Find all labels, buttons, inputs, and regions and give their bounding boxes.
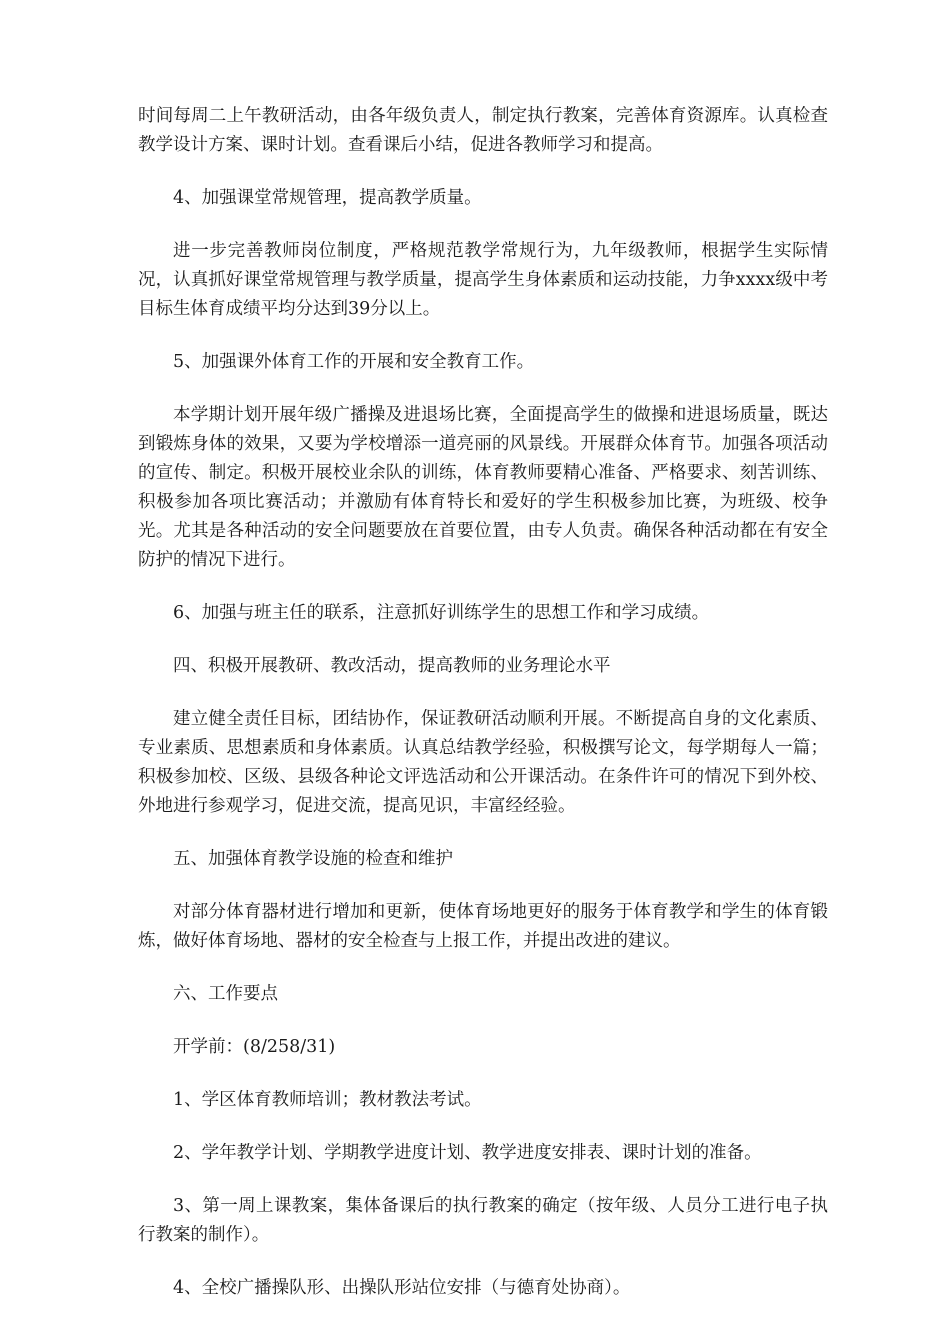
paragraph-extracurricular-safety: 本学期计划开展年级广播操及进退场比赛，全面提高学生的做操和进退场质量，既达到锻炼身体的效果，又要为学校增添一道亮丽的风景线。开展群众体育节。加强各项活动的宣传、制定。积极开展校业余队的训练，体育教师要精心准备、严格要求、刻苦训练、积极参加各项比赛活动；并激励有体育特长和爱好的学生积极参加比赛，为班级、校争光。尤其是各种活动的安全问题要放在首要位置，由专人负责。确保各种活动都在有安全防护的情况下进行。 — [138, 405, 828, 570]
paragraph-research-reform: 建立健全责任目标，团结协作，保证教研活动顺利开展。不断提高自身的文化素质、专业素质、思想素质和身体素质。认真总结教学经验，积极撰写论文，每学期每人一篇；积极参加校、区级、县级各种论文评选活动和公开课活动。在条件许可的情况下到外校、外地进行参观学习，促进交流，提高见识，丰富经经验。 — [138, 709, 828, 816]
list-item-4: 4、全校广播操队形、出操队形站位安排（与德育处协商）。 — [173, 1278, 631, 1298]
heading-class-teacher-contact: 6、加强与班主任的联系，注意抓好训练学生的思想工作和学习成绩。 — [173, 603, 710, 623]
paragraph-classroom-routine: 进一步完善教师岗位制度，严格规范教学常规行为，九年级教师，根据学生实际情况，认真抓好课堂常规管理与教学质量，提高学生身体素质和运动技能，力争xxxx级中考目标生体育成绩平均分达到39分以上。 — [138, 241, 828, 319]
heading-classroom-routine: 4、加强课堂常规管理，提高教学质量。 — [173, 188, 482, 208]
paragraph-teaching-research-schedule: 时间每周二上午教研活动，由各年级负责人，制定执行教案，完善体育资源库。认真检查教学设计方案、课时计划。查看课后小结，促进各教师学习和提高。 — [138, 106, 828, 155]
section-heading-five: 五、加强体育教学设施的检查和维护 — [173, 849, 453, 869]
section-heading-four: 四、积极开展教研、教改活动，提高教师的业务理论水平 — [173, 656, 611, 676]
paragraph-facilities: 对部分体育器材进行增加和更新，使体育场地更好的服务于体育教学和学生的体育锻炼，做好体育场地、器材的安全检查与上报工作，并提出改进的建议。 — [138, 902, 828, 951]
section-heading-six: 六、工作要点 — [173, 984, 278, 1004]
list-item-2: 2、学年教学计划、学期教学进度计划、教学进度安排表、课时计划的准备。 — [173, 1143, 762, 1163]
pre-semester-label: 开学前：(8/258/31) — [173, 1037, 336, 1057]
list-item-3: 3、第一周上课教案，集体备课后的执行教案的确定（按年级、人员分工进行电子执行教案的制作）。 — [138, 1196, 828, 1245]
document-body — [138, 102, 828, 1327]
list-item-1: 1、学区体育教师培训；教材教法考试。 — [173, 1090, 482, 1110]
heading-extracurricular-safety: 5、加强课外体育工作的开展和安全教育工作。 — [173, 352, 535, 372]
